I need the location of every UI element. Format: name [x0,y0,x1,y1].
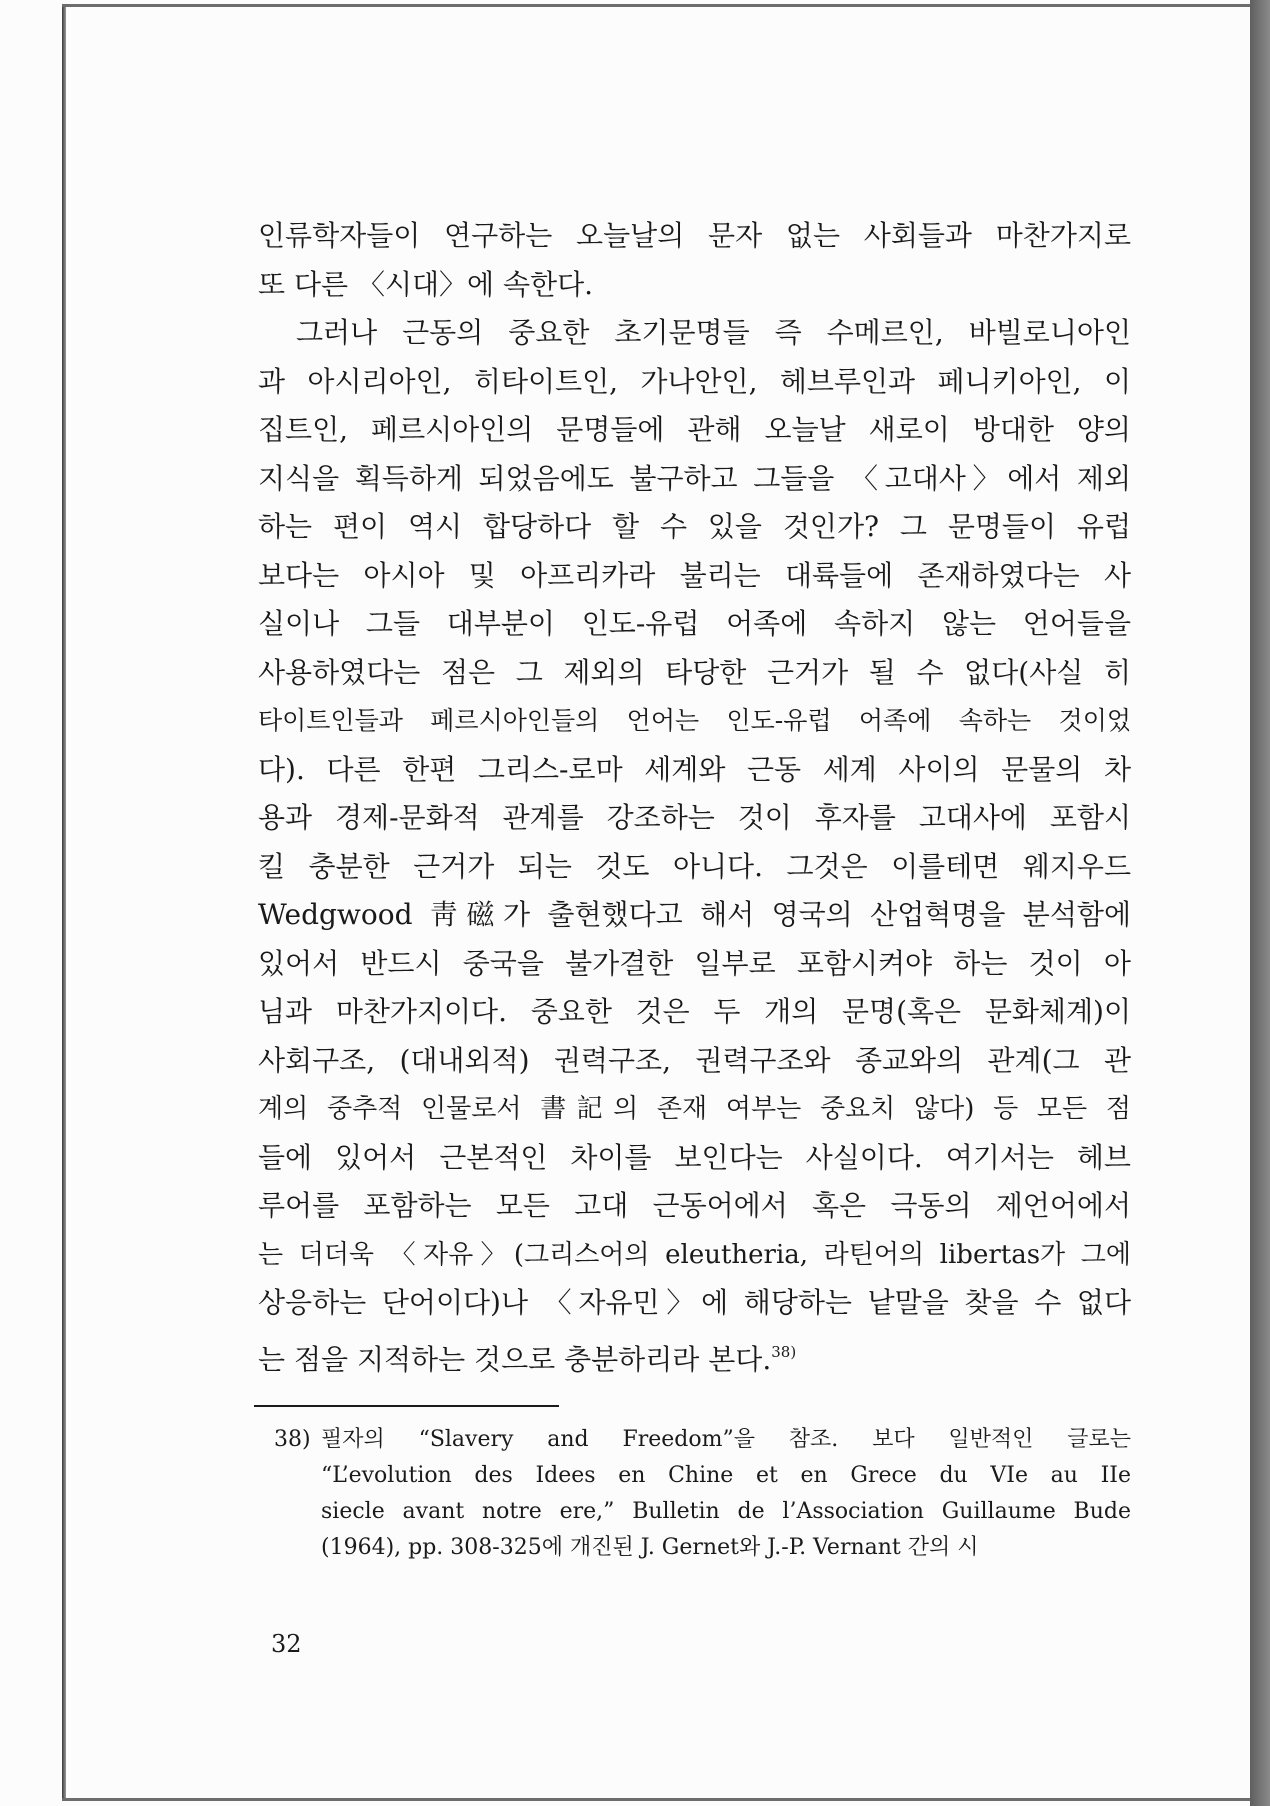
footnote-line: “L’evolution des Idees en Chine et en Grece du VIe au IIe [321,1463,1131,1488]
footnote-number: 38) [274,1427,311,1452]
body-text [258,212,1131,1376]
page-gutter [1250,0,1270,1806]
body-line: 과 아시리아인, 히타이트인, 가나안인, 헤브루인과 페니키아인, 이 [258,364,1131,398]
page-top-edge [62,4,1250,7]
body-line: 보다는 아시아 및 아프리카라 불리는 대륙들에 존재하였다는 사 [258,558,1131,592]
body-line: 실이나 그들 대부분이 인도-유럽 어족에 속하지 않는 언어들을 [258,607,1131,640]
footnote-line: siecle avant notre ere,” Bulletin de l’Association Guillaume Bude [321,1499,1131,1524]
body-line: Wedgwood 靑磁가 출현했다고 해서 영국의 산업혁명을 분석함에 [258,898,1131,931]
footnote-reference[interactable]: 38) [771,1342,797,1361]
body-line: 님과 마찬가지이다. 중요한 것은 두 개의 문명(혹은 문화체계)이 [258,995,1131,1028]
footnote [274,1422,1131,1566]
page-bottom-edge [62,1798,1250,1801]
body-line: 다). 다른 한편 그리스-로마 세계와 근동 세계 사이의 문물의 차 [258,752,1131,786]
body-line: 타이트인들과 페르시아인들의 언어는 인도-유럽 어족에 속하는 것이었 [258,706,1131,735]
body-line: 들에 있어서 근본적인 차이를 보인다는 사실이다. 여기서는 헤브 [258,1140,1131,1174]
body-line-final [258,1328,1131,1377]
footnote-line: (1964), pp. 308-325에 개진된 J. Gernet와 J.-P. Vernant 간의 시 [321,1535,979,1560]
body-line: 사회구조, (대내외적) 권력구조, 권력구조와 종교와의 관계(그 관 [258,1043,1131,1077]
body-line: 계의 중추적 인물로서 書記의 존재 여부는 중요치 않다) 등 모든 점 [258,1094,1131,1124]
footnote-rule [254,1405,559,1407]
body-line: 또 다른 〈시대〉에 속한다. [258,267,594,301]
body-line: 루어를 포함하는 모든 고대 근동어에서 혹은 극동의 제언어에서 [258,1189,1131,1222]
footnote-line-text: 필자의 “Slavery and Freedom”을 참조. 보다 일반적인 글로는 [321,1427,1131,1452]
page-number: 32 [271,1630,302,1658]
body-line: 있어서 반드시 중국을 불가결한 일부로 포함시켜야 하는 것이 아 [258,946,1131,980]
body-line: 상응하는 단어이다)나 〈자유민〉에 해당하는 낱말을 찾을 수 없다 [258,1286,1131,1319]
body-line: 지식을 획득하게 되었음에도 불구하고 그들을 〈고대사〉에서 제외 [258,461,1131,495]
body-line: 용과 경제-문화적 관계를 강조하는 것이 후자를 고대사에 포함시 [258,801,1131,834]
body-line-text: 는 점을 지적하는 것으로 충분하리라 본다. [258,1342,772,1376]
body-line: 사용하였다는 점은 그 제외의 타당한 근거가 될 수 없다(사실 히 [258,655,1131,689]
body-line: 하는 편이 역시 합당하다 할 수 있을 것인가? 그 문명들이 유럽 [258,510,1131,543]
body-line: 그러나 근동의 중요한 초기문명들 즉 수메르인, 바빌로니아인 [296,316,1131,349]
body-line: 킬 충분한 근거가 되는 것도 아니다. 그것은 이를테면 웨지우드 [258,849,1131,883]
footnote-line [274,1422,1131,1458]
body-line: 는 더더욱 〈자유〉(그리스어의 eleutheria, 라틴어의 libertas가 그에 [258,1239,1131,1270]
page-left-edge [62,6,66,1800]
body-line: 집트인, 페르시아인의 문명들에 관해 오늘날 새로이 방대한 양의 [258,413,1131,446]
body-line: 인류학자들이 연구하는 오늘날의 문자 없는 사회들과 마찬가지로 [258,219,1131,252]
